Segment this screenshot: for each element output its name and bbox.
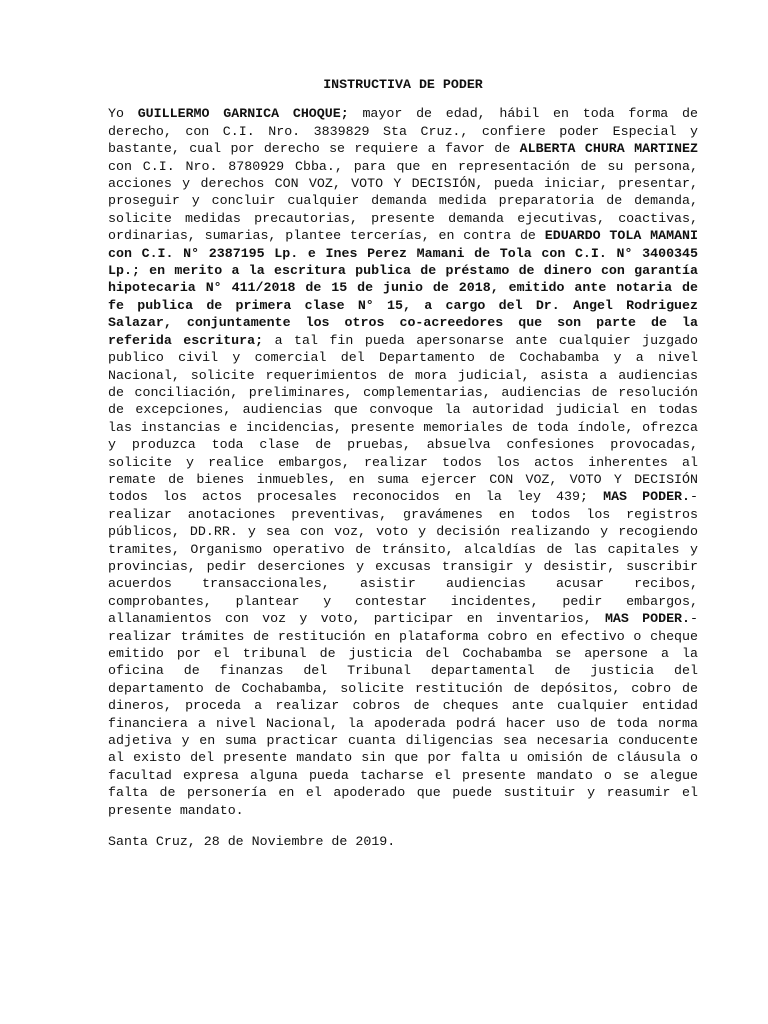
text-run: - realizar anotaciones preventivas, gravámenes en todos los registros públicos, DD.RR. y sea con voz, voto y decisión realizando y recogiendo tramites, Organismo operativo de tránsito, alcaldías de las capitales y provincias, pedir deserciones y excusas transigir y desistir, suscribir acuerdos transaccionales, asistir audiencias acusar recibos, comprobantes, plantear y contestar incidentes, pedir embargos, allanamientos con voz y voto, participar en inventarios,: [108, 489, 699, 627]
bold-text-run: MAS PODER.: [603, 489, 691, 505]
text-run: - realizar trámites de restitución en plataforma cobro en efectivo o cheque emitido por el tribunal de justicia del Cochabamba se apersone a la oficina de finanzas del Tribunal departamental de justicia del departamento de Cochabamba, solicite restitución de depósitos, cobro de dineros, proceda a realizar cobros de cheques ante cualquier entidad financiera a nivel Nacional, la apoderada podrá hacer uso de toda norma adjetiva y en suma practicar cuanta diligencias sea necesaria conducente al existo del presente mandato sin que por falta u omisión de cláusula o facultad expresa alguna pueda tacharse el presente mandato o se alegue falta de personería en el apoderado que puede sustituir y reasumir el presente mandato.: [108, 611, 698, 818]
document-content: [108, 76, 698, 850]
bold-text-run: GUILLERMO GARNICA CHOQUE;: [137, 106, 349, 122]
document-title: INSTRUCTIVA DE PODER: [323, 77, 483, 92]
body-paragraph: [108, 105, 698, 819]
place-date: Santa Cruz, 28 de Noviembre de 2019.: [108, 834, 396, 850]
text-run: mayor de edad, hábil en toda forma de derecho, con C.I. Nro. 3839829 Sta Cruz., confiere poder Especial y bastante, cual por derecho se requiere a favor de: [108, 106, 698, 157]
bold-text-run: EDUARDO TOLA MAMANI con C.I. N° 2387195 Lp. e Ines Perez Mamani de Tola con C.I. N° 3400345 Lp.; en merito a la escritura publica de préstamo de dinero con garantía hipotecaria N° 411/2018 de 15 de junio de 2018, emitido ante notaria de fe publica de primera clase N° 15, a cargo del Dr. Angel Rodriguez Salazar, conjuntamente los otros co-acreedores que son parte de la referida escritura;: [108, 228, 699, 348]
bold-text-run: MAS PODER.: [604, 611, 691, 627]
text-run: Yo: [108, 106, 138, 122]
text-run: con C.I. Nro. 8780929 Cbba., para que en representación de su persona, acciones y derechos CON VOZ, VOTO Y DECISIÓN, pueda iniciar, presentar, proseguir y concluir cualquier demanda medida preparatoria de demanda, solicite medidas precautorias, presente demanda ejecutivas, coactivas, ordinarias, sumarias, plantee tercerías, en contra de: [108, 158, 698, 244]
bold-text-run: ALBERTA CHURA MARTINEZ: [519, 141, 698, 157]
text-run: a tal fin pueda apersonarse ante cualquier juzgado publico civil y comercial del Departamento de Cochabamba y a nivel Nacional, solicite requerimientos de mora judicial, asista a audiencias de conciliación, preliminares, complementarias, audiencias de resolución de excepciones, audiencias que convoque la autoridad judicial en todas las instancias e incidencias, presente memoriales de toda índole, ofrezca y produzca toda clase de pruebas, absuelva confesiones provocadas, solicite y realice embargos, realizar todos los actos inherentes al remate de bienes inmuebles, en suma ejercer CON VOZ, VOTO Y DECISIÓN todos los actos procesales reconocidos en la ley 439;: [108, 332, 699, 505]
